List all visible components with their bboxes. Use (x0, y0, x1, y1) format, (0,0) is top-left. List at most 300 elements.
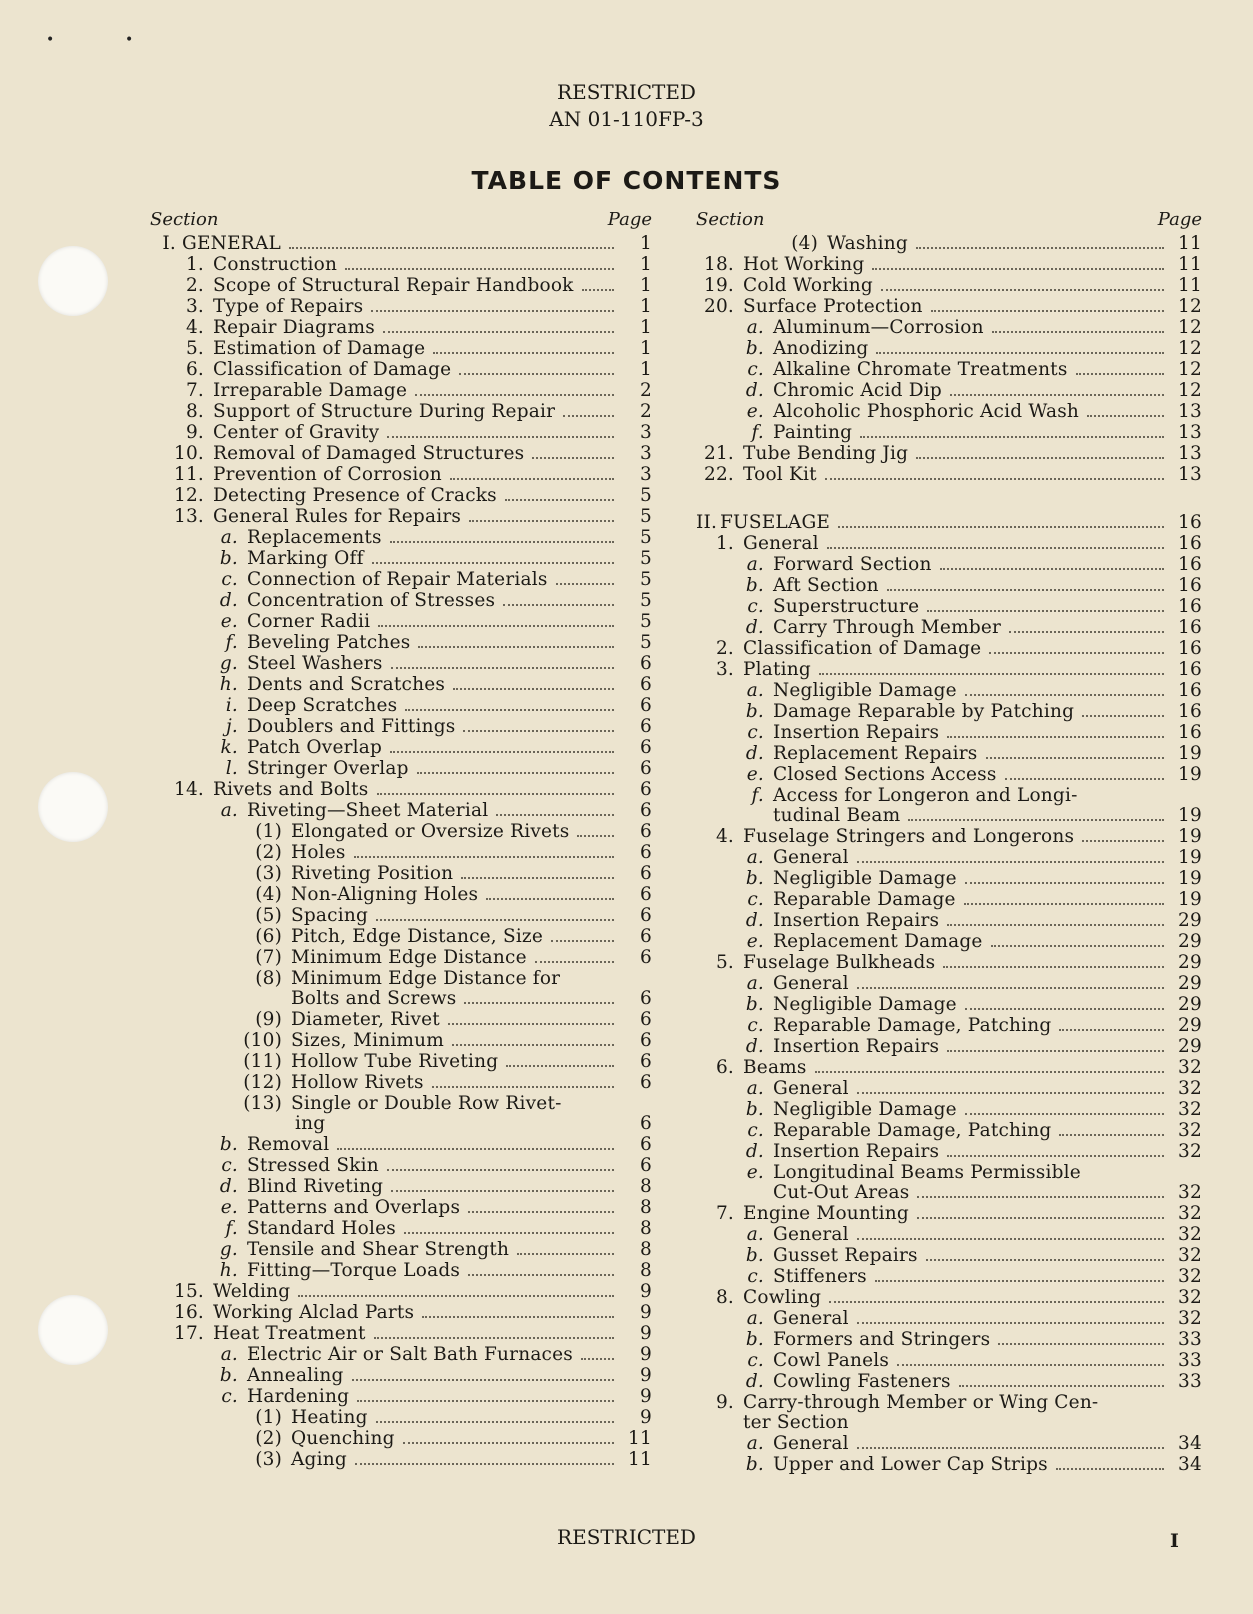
entry-page-number: 3 (640, 422, 652, 443)
entry-label: Painting (773, 422, 853, 443)
dot-leader (965, 1007, 1164, 1010)
footer-page-number: I (1170, 1530, 1179, 1552)
entry-page-number: 6 (640, 674, 652, 695)
toc-entry (150, 1260, 652, 1281)
dot-leader (448, 1022, 614, 1025)
entry-page-number: 29 (1178, 973, 1202, 994)
toc-entry (150, 464, 652, 485)
entry-number: (11) (243, 1051, 282, 1072)
entry-number: b. (745, 868, 764, 889)
toc-entry (696, 1120, 1202, 1141)
dot-leader (422, 1315, 614, 1318)
entry-label: Tensile and Shear Strength (247, 1239, 510, 1260)
entry-label: Hollow Tube Riveting (291, 1051, 499, 1072)
entry-label: Patch Overlap (247, 737, 383, 758)
entry-number: g. (219, 1239, 238, 1260)
toc-entry (150, 548, 652, 569)
entry-page-number: 8 (640, 1197, 652, 1218)
entry-page-number: 33 (1178, 1371, 1202, 1392)
entry-page-number: 19 (1178, 826, 1202, 847)
entry-label: Quenching (291, 1428, 395, 1449)
entry-page-number: 19 (1178, 743, 1202, 764)
entry-number: II. (696, 512, 718, 533)
toc-entry (696, 638, 1202, 659)
entry-label: Sizes, Minimum (291, 1030, 445, 1051)
entry-label: Access for Longeron and Longi- (773, 785, 1078, 806)
dot-leader (1082, 714, 1164, 717)
dot-leader (947, 1154, 1164, 1157)
dot-leader (461, 876, 614, 879)
dot-leader (876, 351, 1164, 354)
entry-label: Electric Air or Salt Bath Furnaces (247, 1344, 573, 1365)
entry-label: Connection of Repair Materials (247, 569, 548, 590)
toc-entry (150, 926, 652, 947)
entry-label: Removal of Damaged Structures (213, 443, 525, 464)
entry-label: Blind Riveting (247, 1176, 384, 1197)
binder-hole-bottom (38, 1295, 108, 1365)
entry-number: c. (221, 1386, 238, 1407)
toc-entry (150, 989, 652, 1009)
dot-leader (917, 1216, 1164, 1219)
dot-leader (1005, 777, 1164, 780)
entry-page-number: 3 (640, 443, 652, 464)
section-heading: Section (696, 209, 765, 230)
entry-number: e. (746, 931, 764, 952)
entry-number: f. (225, 1218, 238, 1239)
toc-entry (150, 1197, 652, 1218)
entry-label: General (773, 1308, 849, 1329)
entry-label: Heating (291, 1407, 368, 1428)
entry-label: Irreparable Damage (213, 380, 408, 401)
entry-number: b. (745, 1329, 764, 1350)
entry-number: a. (220, 800, 238, 821)
entry-number: (12) (243, 1072, 282, 1093)
entry-page-number: 11 (1178, 233, 1202, 254)
entry-label: Type of Repairs (213, 296, 364, 317)
entry-page-number: 32 (1178, 1287, 1202, 1308)
dot-leader (390, 750, 614, 753)
toc-entry (696, 296, 1202, 317)
toc-entry (150, 1051, 652, 1072)
entry-label: Alcoholic Phosphoric Acid Wash (773, 401, 1080, 422)
toc-entry (696, 847, 1202, 868)
entry-label: Replacement Damage (773, 931, 983, 952)
entry-label: Reparable Damage, Patching (773, 1015, 1052, 1036)
dot-leader (452, 1043, 614, 1046)
entry-page-number: 29 (1178, 1036, 1202, 1057)
entry-label: Plating (743, 659, 811, 680)
entry-page-number: 9 (640, 1281, 652, 1302)
entry-page-number: 11 (1178, 254, 1202, 275)
entry-label: Diameter, Rivet (291, 1009, 440, 1030)
dot-leader (556, 582, 614, 585)
entry-page-number: 13 (1178, 464, 1202, 485)
dot-leader (391, 1189, 614, 1192)
entry-number: 13. (173, 506, 204, 527)
toc-entry (150, 800, 652, 821)
toc-entries-left (150, 233, 652, 1470)
toc-entry (150, 569, 652, 590)
entry-page-number: 11 (628, 1428, 652, 1449)
entry-page-number: 6 (640, 1030, 652, 1051)
entry-number: 4. (185, 317, 204, 338)
entry-number: 7. (185, 380, 204, 401)
toc-entry (696, 575, 1202, 596)
dot-leader (433, 351, 614, 354)
toc-entry (696, 1141, 1202, 1162)
entry-number: d. (745, 1371, 764, 1392)
entry-label: FUSELAGE (720, 512, 831, 533)
dot-leader (463, 729, 614, 732)
dot-leader (887, 588, 1164, 591)
dot-leader (897, 1363, 1164, 1366)
dot-leader (532, 456, 614, 459)
toc-entry (150, 1155, 652, 1176)
entry-label: Center of Gravity (213, 422, 380, 443)
dot-leader (943, 965, 1164, 968)
entry-label: General Rules for Repairs (213, 506, 462, 527)
entry-page-number: 1 (640, 275, 652, 296)
dot-leader (947, 735, 1164, 738)
entry-page-number: 6 (640, 758, 652, 779)
entry-label: Fuselage Stringers and Longerons (743, 826, 1075, 847)
toc-entry (696, 764, 1202, 785)
entry-page-number: 16 (1178, 533, 1202, 554)
entry-label: Scope of Structural Repair Handbook (213, 275, 574, 296)
toc-entry (150, 737, 652, 758)
dot-leader (417, 771, 614, 774)
dot-leader (418, 645, 614, 648)
dot-leader (860, 435, 1164, 438)
entry-page-number: 5 (640, 485, 652, 506)
toc-entry (696, 1350, 1202, 1371)
entry-page-number: 32 (1178, 1120, 1202, 1141)
entry-page-number: 11 (628, 1449, 652, 1470)
entry-number: (2) (255, 842, 282, 863)
entry-page-number: 6 (640, 716, 652, 737)
entry-number: c. (747, 1015, 764, 1036)
entry-number: e. (220, 1197, 238, 1218)
toc-entry (150, 1365, 652, 1386)
entry-page-number: 32 (1178, 1245, 1202, 1266)
toc-entry (150, 947, 652, 968)
entry-page-number: 13 (1178, 422, 1202, 443)
dot-leader (1076, 372, 1164, 375)
toc-entry (150, 1428, 652, 1449)
dot-leader (815, 1070, 1164, 1073)
toc-entry (696, 338, 1202, 359)
entry-label: Cut-Out Areas (773, 1182, 910, 1203)
entry-label: Negligible Damage (773, 994, 957, 1015)
entry-page-number: 29 (1178, 1015, 1202, 1036)
entry-label: General (773, 1433, 849, 1454)
toc-entry (150, 401, 652, 422)
entry-number: c. (221, 1155, 238, 1176)
entry-page-number: 1 (640, 338, 652, 359)
entry-number: (2) (255, 1428, 282, 1449)
dot-leader (1056, 1467, 1164, 1470)
page-heading: Page (1157, 209, 1202, 230)
toc-entry (150, 443, 652, 464)
toc-entry (696, 889, 1202, 910)
entry-number: (3) (255, 863, 282, 884)
entry-label: Negligible Damage (773, 680, 957, 701)
toc-entry (696, 1224, 1202, 1245)
toc-entry (150, 527, 652, 548)
dot-leader (827, 546, 1164, 549)
toc-entry (150, 1323, 652, 1344)
entry-number: e. (746, 764, 764, 785)
entry-page-number: 9 (640, 1365, 652, 1386)
entry-label: General (773, 847, 849, 868)
entry-page-number: 13 (1178, 401, 1202, 422)
entry-number: a. (746, 1308, 764, 1329)
toc-entry (150, 842, 652, 863)
dot-leader (377, 792, 615, 795)
toc-entry (150, 233, 652, 254)
entry-label: Reparable Damage, Patching (773, 1120, 1052, 1141)
entry-page-number: 6 (640, 1051, 652, 1072)
entry-number: b. (219, 1134, 238, 1155)
dot-leader (857, 1237, 1164, 1240)
toc-entry (150, 1009, 652, 1030)
entry-page-number: 5 (640, 590, 652, 611)
entry-number: (3) (255, 1449, 282, 1470)
toc-entry (696, 722, 1202, 743)
toc-entry (696, 973, 1202, 994)
toc-entry (150, 317, 652, 338)
dot-leader (404, 1231, 614, 1234)
entry-page-number: 12 (1178, 317, 1202, 338)
entry-page-number: 2 (640, 380, 652, 401)
dot-leader (819, 672, 1164, 675)
entry-label: Support of Structure During Repair (213, 401, 556, 422)
toc-entry (150, 611, 652, 632)
toc-entry (696, 1287, 1202, 1308)
entry-number: a. (746, 1224, 764, 1245)
entry-page-number: 34 (1178, 1454, 1202, 1475)
dot-leader (371, 309, 614, 312)
entry-page-number: 5 (640, 611, 652, 632)
column-header (150, 209, 652, 233)
toc-entry (696, 1413, 1202, 1433)
entry-page-number: 6 (640, 779, 652, 800)
entry-page-number: 19 (1178, 847, 1202, 868)
toc-entry (696, 826, 1202, 847)
toc-entry (150, 821, 652, 842)
dot-leader (345, 267, 614, 270)
toc-entry (150, 653, 652, 674)
entry-number: b. (745, 1099, 764, 1120)
toc-entry (150, 1134, 652, 1155)
dot-leader (965, 881, 1164, 884)
entry-label: Hot Working (743, 254, 865, 275)
dot-leader (989, 651, 1164, 654)
entry-number: 15. (173, 1281, 204, 1302)
entry-number: (4) (255, 884, 282, 905)
entry-page-number: 9 (640, 1386, 652, 1407)
entry-number: 4. (715, 826, 734, 847)
entry-page-number: 29 (1178, 994, 1202, 1015)
entry-page-number: 6 (640, 800, 652, 821)
footer-classification: RESTRICTED (557, 1525, 696, 1549)
entry-label: Gusset Repairs (773, 1245, 918, 1266)
binder-hole-middle (38, 772, 108, 842)
dot-leader (1082, 839, 1164, 842)
entry-page-number: 3 (640, 464, 652, 485)
dot-leader (986, 756, 1165, 759)
toc-entry (150, 674, 652, 695)
entry-label: Deep Scratches (247, 695, 398, 716)
dot-leader (403, 1441, 614, 1444)
dot-leader (947, 923, 1164, 926)
entry-number: 5. (715, 952, 734, 973)
entry-number: b. (219, 1365, 238, 1386)
toc-entries-right (696, 233, 1202, 1475)
entry-page-number: 32 (1178, 1141, 1202, 1162)
toc-entry (696, 1057, 1202, 1078)
entry-page-number: 9 (640, 1344, 652, 1365)
entry-number: b. (745, 701, 764, 722)
entry-page-number: 32 (1178, 1308, 1202, 1329)
dot-leader (1059, 1028, 1164, 1031)
toc-entry (696, 868, 1202, 889)
entry-number: d. (745, 743, 764, 764)
toc-entry (150, 1176, 652, 1197)
dot-leader (337, 1147, 614, 1150)
entry-label: Doublers and Fittings (247, 716, 456, 737)
entry-number: 19. (703, 275, 734, 296)
entry-page-number: 19 (1178, 764, 1202, 785)
entry-page-number: 5 (640, 569, 652, 590)
entry-label: Holes (291, 842, 346, 863)
dot-leader (391, 666, 614, 669)
dot-leader (450, 477, 614, 480)
toc-entry (696, 1203, 1202, 1224)
toc-entry (696, 931, 1202, 952)
dot-leader (390, 540, 614, 543)
toc-entry (150, 1344, 652, 1365)
dot-leader (415, 393, 614, 396)
toc-entry (150, 338, 652, 359)
toc-entry (150, 758, 652, 779)
dot-leader (374, 1336, 614, 1339)
toc-entry (696, 1015, 1202, 1036)
entry-label: Superstructure (773, 596, 920, 617)
dot-leader (505, 498, 614, 501)
toc-entry (150, 275, 652, 296)
toc-entry (696, 994, 1202, 1015)
dot-leader (432, 1085, 614, 1088)
toc-entry (696, 1099, 1202, 1120)
entry-label: Upper and Lower Cap Strips (773, 1454, 1048, 1475)
entry-page-number: 19 (1178, 868, 1202, 889)
entry-number: b. (745, 1245, 764, 1266)
entry-label: Construction (213, 254, 338, 275)
entry-label: Reparable Damage (773, 889, 956, 910)
entry-label: Classification of Damage (213, 359, 452, 380)
entry-page-number: 11 (1178, 275, 1202, 296)
entry-page-number: 32 (1178, 1203, 1202, 1224)
dot-leader (992, 330, 1164, 333)
entry-label: Detecting Presence of Cracks (213, 485, 497, 506)
dot-leader (405, 708, 614, 711)
toc-entry (696, 1308, 1202, 1329)
dot-leader (563, 414, 614, 417)
entry-number: 5. (185, 338, 204, 359)
dot-leader (468, 1273, 614, 1276)
toc-entry (696, 617, 1202, 638)
entry-label: Welding (213, 1281, 291, 1302)
toc-entry (150, 968, 652, 989)
dot-leader (506, 1064, 614, 1067)
dot-leader (464, 1001, 614, 1004)
entry-page-number: 6 (640, 737, 652, 758)
entry-number: 6. (715, 1057, 734, 1078)
entry-number: 16. (173, 1302, 204, 1323)
entry-number: c. (221, 569, 238, 590)
toc-entry (696, 554, 1202, 575)
entry-label: Insertion Repairs (773, 1141, 940, 1162)
entry-number: 9. (715, 1392, 734, 1413)
entry-number: c. (747, 359, 764, 380)
toc-entry (150, 380, 652, 401)
toc-entry (696, 512, 1202, 533)
entry-label: Riveting Position (291, 863, 454, 884)
entry-label: ter Section (743, 1412, 849, 1433)
toc-entry (696, 233, 1202, 254)
dot-leader (503, 603, 614, 606)
entry-label: Patterns and Overlaps (247, 1197, 461, 1218)
entry-number: c. (747, 1120, 764, 1141)
entry-label: Closed Sections Access (773, 764, 997, 785)
dot-leader (496, 813, 614, 816)
entry-number: 17. (173, 1323, 204, 1344)
entry-page-number: 16 (1178, 680, 1202, 701)
entry-label: Fitting—Torque Loads (247, 1260, 461, 1281)
toc-entry (696, 680, 1202, 701)
entry-number: 20. (703, 296, 734, 317)
dot-leader (829, 1300, 1164, 1303)
entry-number: 6. (185, 359, 204, 380)
toc-entry (696, 1329, 1202, 1350)
entry-page-number: 6 (640, 695, 652, 716)
toc-entry (696, 533, 1202, 554)
scan-speck-right: • (125, 32, 134, 48)
entry-number: h. (219, 674, 238, 695)
entry-page-number: 1 (640, 296, 652, 317)
toc-entry (696, 1036, 1202, 1057)
entry-page-number: 29 (1178, 910, 1202, 931)
dot-leader (376, 918, 614, 921)
dot-leader (577, 834, 614, 837)
toc-entry (150, 590, 652, 611)
toc-entry (696, 443, 1202, 464)
dot-leader (857, 986, 1164, 989)
entry-number: 2. (715, 638, 734, 659)
entry-label: Replacements (247, 527, 382, 548)
dot-leader (486, 897, 614, 900)
dot-leader (383, 330, 614, 333)
toc-entry (150, 1093, 652, 1114)
entry-label: Annealing (247, 1365, 344, 1386)
entry-page-number: 6 (640, 842, 652, 863)
entry-label: Aging (291, 1449, 347, 1470)
entry-number: a. (746, 554, 764, 575)
entry-label: Beams (743, 1057, 807, 1078)
entry-number: c. (747, 1266, 764, 1287)
entry-label: Hardening (247, 1386, 350, 1407)
